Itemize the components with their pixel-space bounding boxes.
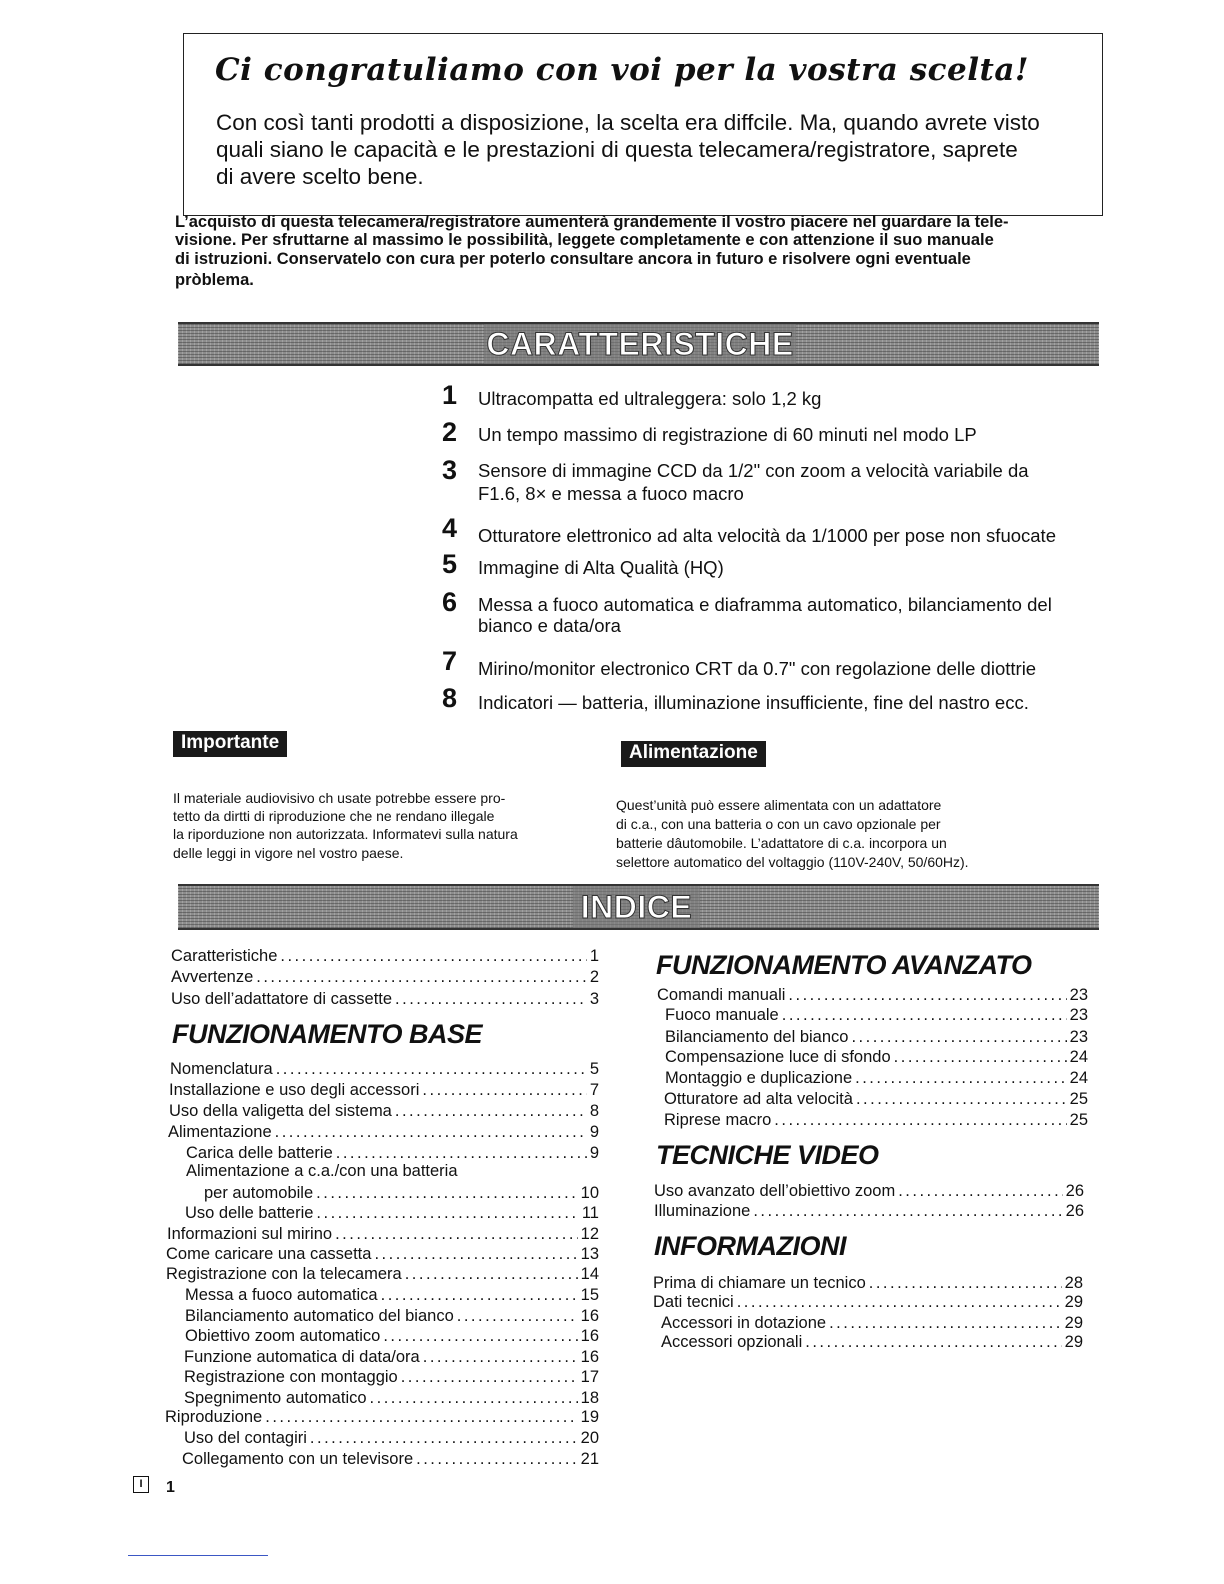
toc-page: 21 xyxy=(580,1450,599,1468)
feature-number: 3 xyxy=(442,455,458,485)
toc-label: Uso dell’adattatore di cassette xyxy=(171,990,393,1008)
toc-page: 17 xyxy=(580,1368,599,1386)
congrats-title: Ci congratuliamo con voi per la vostra scelta! xyxy=(215,52,1030,88)
toc-entry xyxy=(184,1430,599,1447)
toc-label: Carica delle batterie xyxy=(186,1144,333,1162)
toc-entry xyxy=(170,1061,599,1078)
congrats-line: di avere scelto bene. xyxy=(216,164,424,189)
alimentazione-label: Alimentazione xyxy=(621,741,766,767)
toc-label: Accessori opzionali xyxy=(661,1333,803,1351)
feature-text: Un tempo massimo di registrazione di 60 minuti nel modo LP xyxy=(478,424,977,445)
toc-page: 7 xyxy=(589,1081,599,1099)
toc-label: Alimentazione a c.a./con una batteria xyxy=(186,1162,458,1180)
toc-label: Montaggio e duplicazione xyxy=(665,1069,853,1087)
toc-entry xyxy=(169,1082,599,1099)
feature-text: Sensore di immagine CCD da 1/2" con zoom a velocità variabile da xyxy=(478,460,1029,481)
toc-entry xyxy=(184,1369,599,1386)
toc-entry xyxy=(185,1205,599,1222)
toc-label: Registrazione con montaggio xyxy=(184,1368,398,1386)
intro-line: di istruzioni. Conservatelo con cura per poterlo consultare ancora in futuro e risolvere ogni eventuale xyxy=(175,250,971,268)
toc-page: 23 xyxy=(1069,1006,1088,1024)
feature-text: bianco e data/ora xyxy=(478,615,621,636)
feature-text: Immagine di Alta Qualità (HQ) xyxy=(478,557,724,578)
toc-page: 10 xyxy=(580,1184,599,1202)
index-banner xyxy=(178,884,1099,930)
toc-page: 19 xyxy=(580,1408,599,1426)
toc-entry xyxy=(167,1226,599,1243)
toc-label: Come caricare una cassetta xyxy=(166,1245,372,1263)
toc-page: 12 xyxy=(580,1225,599,1243)
toc-entry xyxy=(166,1246,599,1263)
toc-entry xyxy=(166,1266,599,1283)
toc-label: Informazioni sul mirino xyxy=(167,1225,333,1243)
alimentazione-line: selettore automatico del voltaggio (110V-240V, 50/60Hz). xyxy=(616,854,969,870)
toc-page: 25 xyxy=(1069,1111,1088,1129)
toc-page: 1 xyxy=(589,947,599,965)
feature-number: 1 xyxy=(442,380,458,410)
toc-page: 15 xyxy=(580,1286,599,1304)
toc-page: 16 xyxy=(580,1327,599,1345)
toc-page: 8 xyxy=(589,1102,599,1120)
toc-entry xyxy=(185,1308,599,1325)
toc-entry xyxy=(185,1328,599,1345)
toc-entry xyxy=(171,948,599,965)
language-marker-icon: I xyxy=(133,1476,149,1493)
toc-page: 16 xyxy=(580,1348,599,1366)
feature-number: 8 xyxy=(442,683,458,713)
toc-entry xyxy=(168,1124,599,1141)
toc-entry xyxy=(186,1163,599,1180)
toc-label: Collegamento con un televisore xyxy=(182,1450,414,1468)
toc-label: Prima di chiamare un tecnico xyxy=(653,1274,866,1292)
congrats-line: Con così tanti prodotti a disposizione, la scelta era diffcile. Ma, quando avrete visto xyxy=(216,110,1040,135)
toc-entry xyxy=(653,1275,1083,1292)
toc-label: Avvertenze xyxy=(171,968,254,986)
toc-page: 29 xyxy=(1064,1314,1083,1332)
importante-line: delle leggi in vigore nel vostro paese. xyxy=(173,845,404,861)
toc-label: Funzione automatica di data/ora xyxy=(184,1348,420,1366)
toc-page: 2 xyxy=(589,968,599,986)
toc-entry xyxy=(654,1203,1084,1220)
toc-label: Accessori in dotazione xyxy=(661,1314,827,1332)
toc-entry xyxy=(182,1451,599,1468)
toc-label: Comandi manuali xyxy=(657,986,786,1004)
feature-number: 2 xyxy=(442,417,458,447)
toc-entry xyxy=(665,1070,1088,1087)
video-section-title: TECNICHE VIDEO xyxy=(656,1140,879,1170)
toc-label: Bilanciamento del bianco xyxy=(665,1028,849,1046)
importante-line: Il materiale audiovisivo ch usate potrebbe essere pro- xyxy=(173,790,506,806)
toc-label: Fuoco manuale xyxy=(665,1006,779,1024)
importante-label: Importante xyxy=(173,731,287,757)
importante-line: la riporduzione non autorizzata. Informatevi sulla natura xyxy=(173,826,518,842)
toc-label: Uso del contagiri xyxy=(184,1429,307,1447)
toc-entry xyxy=(204,1185,599,1202)
index-heading: INDICE xyxy=(573,886,700,928)
toc-entry xyxy=(665,1007,1088,1024)
toc-entry xyxy=(657,987,1088,1004)
toc-page: 9 xyxy=(589,1144,599,1162)
toc-label: Nomenclatura xyxy=(170,1060,273,1078)
toc-page: 13 xyxy=(580,1245,599,1263)
intro-line: visione. Per sfruttarne al massimo le possibilità, leggete completamente e con attenzione il suo manuale xyxy=(175,231,994,249)
toc-label: Compensazione luce di sfondo xyxy=(665,1048,891,1066)
toc-page: 9 xyxy=(589,1123,599,1141)
toc-label: Riproduzione xyxy=(165,1408,263,1426)
toc-label: Uso della valigetta del sistema xyxy=(169,1102,392,1120)
toc-entry xyxy=(171,991,599,1008)
toc-entry xyxy=(184,1349,599,1366)
feature-number: 5 xyxy=(442,549,458,579)
toc-page: 25 xyxy=(1069,1090,1088,1108)
toc-page: 18 xyxy=(580,1389,599,1407)
feature-number: 6 xyxy=(442,587,458,617)
feature-number: 4 xyxy=(442,513,458,543)
toc-page: 24 xyxy=(1069,1048,1088,1066)
alimentazione-line: di c.a., con una batteria o con un cavo opzionale per xyxy=(616,816,941,832)
toc-entry xyxy=(653,1294,1083,1311)
toc-label: Bilanciamento automatico del bianco xyxy=(185,1307,454,1325)
toc-page: 26 xyxy=(1065,1182,1084,1200)
toc-page: 16 xyxy=(580,1307,599,1325)
toc-label: Riprese macro xyxy=(664,1111,772,1129)
toc-page: 3 xyxy=(589,990,599,1008)
toc-entry xyxy=(665,1049,1088,1066)
features-heading: CARATTERISTICHE xyxy=(484,324,796,364)
toc-label: Caratteristiche xyxy=(171,947,278,965)
toc-label: Illuminazione xyxy=(654,1202,751,1220)
toc-label: Installazione e uso degli accessori xyxy=(169,1081,420,1099)
toc-entry xyxy=(664,1091,1088,1108)
toc-entry xyxy=(661,1334,1083,1351)
feature-text: Indicatori — batteria, illuminazione insufficiente, fine del nastro ecc. xyxy=(478,692,1029,713)
intro-line: pròblema. xyxy=(175,271,254,289)
toc-label: Alimentazione xyxy=(168,1123,272,1141)
info-section-title: INFORMAZIONI xyxy=(654,1231,846,1261)
toc-entry xyxy=(186,1145,599,1162)
congrats-line: quali siano le capacità e le prestazioni di questa telecamera/registratore, saprete xyxy=(216,137,1018,162)
toc-page: 29 xyxy=(1064,1293,1083,1311)
toc-page: 23 xyxy=(1069,1028,1088,1046)
alimentazione-line: Quest’unità può essere alimentata con un adattatore xyxy=(616,797,942,813)
bottom-rule xyxy=(128,1555,268,1556)
toc-page: 11 xyxy=(581,1204,599,1222)
toc-label: Dati tecnici xyxy=(653,1293,734,1311)
toc-page: 24 xyxy=(1069,1069,1088,1087)
toc-page: 23 xyxy=(1069,986,1088,1004)
toc-entry xyxy=(169,1103,599,1120)
toc-page: 14 xyxy=(580,1265,599,1283)
intro-line: L’acquisto di questa telecamera/registratore aumenterà grandemente il vostro piacere nel guardare la tele- xyxy=(175,213,1009,231)
toc-entry xyxy=(665,1029,1088,1046)
toc-label: Uso avanzato dell’obiettivo zoom xyxy=(654,1182,896,1200)
toc-page: 28 xyxy=(1064,1274,1083,1292)
toc-page: 20 xyxy=(580,1429,599,1447)
toc-label: Registrazione con la telecamera xyxy=(166,1265,402,1283)
toc-label: Obiettivo zoom automatico xyxy=(185,1327,381,1345)
alimentazione-line: batterie dâutomobile. L’adattatore di c.a. incorpora un xyxy=(616,835,947,851)
toc-label: per automobile xyxy=(204,1184,314,1202)
toc-entry xyxy=(185,1287,599,1304)
feature-text: Mirino/monitor electronico CRT da 0.7" con regolazione delle diottrie xyxy=(478,658,1037,679)
base-section-title: FUNZIONAMENTO BASE xyxy=(172,1019,483,1049)
toc-label: Messa a fuoco automatica xyxy=(185,1286,378,1304)
feature-text: Otturatore elettronico ad alta velocità da 1/1000 per pose non sfuocate xyxy=(478,525,1056,546)
toc-page: 5 xyxy=(589,1060,599,1078)
toc-entry xyxy=(184,1390,599,1407)
toc-page: 26 xyxy=(1065,1202,1084,1220)
toc-entry xyxy=(654,1183,1084,1200)
toc-entry xyxy=(661,1315,1083,1332)
importante-line: tetto da dirtti di riproduzione che ne rendano illegale xyxy=(173,808,495,824)
toc-entry xyxy=(165,1409,599,1426)
feature-text: Ultracompatta ed ultraleggera: solo 1,2 kg xyxy=(478,388,822,409)
features-banner xyxy=(178,322,1099,366)
toc-label: Uso delle batterie xyxy=(185,1204,314,1222)
toc-page: 29 xyxy=(1064,1333,1083,1351)
toc-entry xyxy=(664,1112,1088,1129)
toc-entry xyxy=(171,969,599,986)
advanced-section-title: FUNZIONAMENTO AVANZATO xyxy=(656,950,1032,980)
toc-label: Otturatore ad alta velocità xyxy=(664,1090,853,1108)
feature-number: 7 xyxy=(442,646,458,676)
feature-text: F1.6, 8× e messa a fuoco macro xyxy=(478,483,744,504)
page-number: 1 xyxy=(166,1479,175,1496)
feature-text: Messa a fuoco automatica e diaframma automatico, bilanciamento del xyxy=(478,594,1052,615)
toc-label: Spegnimento automatico xyxy=(184,1389,367,1407)
